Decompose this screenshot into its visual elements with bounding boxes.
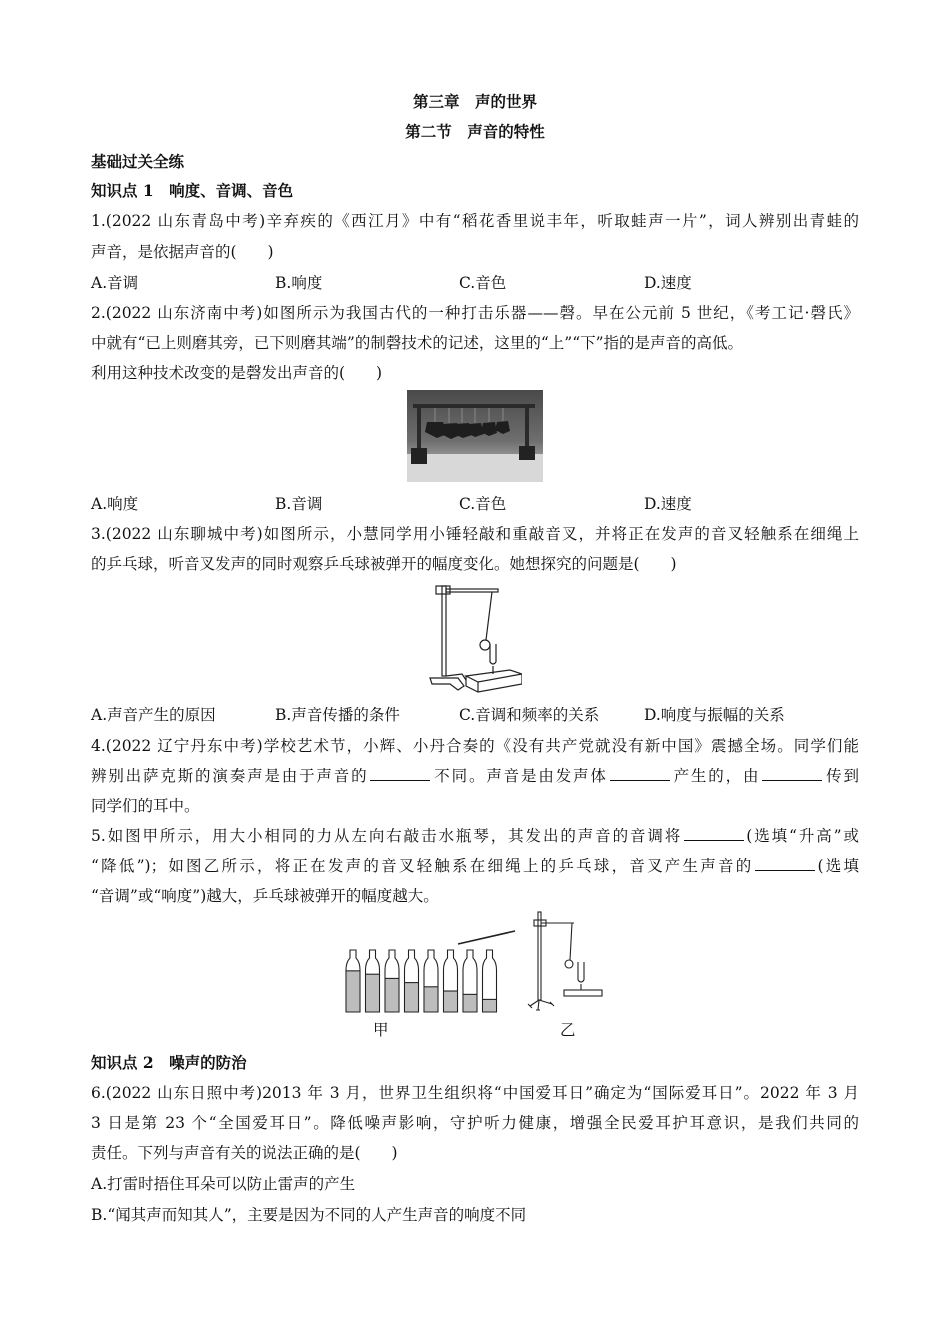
q6-option-a: A.打雷时捂住耳朵可以防止雷声的产生 [91, 1175, 356, 1193]
knowledge-point-2: 知识点 2 噪声的防治 [91, 1053, 247, 1072]
bottle-water-8 [483, 999, 496, 1012]
q5-line1-text-b: (选填“升高”或 [746, 827, 859, 845]
q5-line2-text-a: “降低”)；如图乙所示，将正在发声的音叉轻触系在细绳上的乒乓球，音叉产生声音的 [91, 857, 754, 875]
q3-option-d: D.响度与振幅的关系 [644, 706, 785, 724]
q4-line3: 同学们的耳中。 [91, 797, 200, 815]
q1-option-d: D.速度 [644, 274, 692, 292]
q2-line1: 2.(2022 山东济南中考)如图所示为我国古代的一种打击乐器——磬。早在公元前 5 世纪，《考工记·磬氏》 [91, 304, 859, 322]
q2-option-b: B.音调 [275, 495, 323, 513]
q4-blank-2[interactable] [610, 766, 670, 781]
q2-option-c: C.音色 [459, 495, 507, 513]
q6-line1: 6.(2022 山东日照中考)2013 年 3 月，世界卫生组织将“中国爱耳日”确定为“国际爱耳日”。2022 年 3 月 [91, 1084, 859, 1102]
q5-line1-text-a: 5.如图甲所示，用大小相同的力从左向右敲击水瓶琴，其发出的声音的音调将 [91, 827, 683, 845]
q4-line2-text-b: 不同。声音是由发声体 [432, 767, 608, 785]
q4-blank-1[interactable] [370, 766, 430, 781]
q5-blank-1[interactable] [684, 826, 744, 841]
chapter-title: 第三章 声的世界 [412, 92, 537, 111]
q6-line2: 3 日是第 23 个“全国爱耳日”。降低噪声影响，守护听力健康，增强全民爱耳护耳意识，是我们共同的 [91, 1114, 859, 1132]
chime-stone-photo [407, 390, 543, 482]
bottle-water-4 [405, 983, 418, 1012]
q5-line3: “音调”或“响度”)越大，乒乓球被弹开的幅度越大。 [91, 887, 439, 905]
bottle-water-1 [347, 971, 360, 1012]
q3-line1: 3.(2022 山东聊城中考)如图所示，小慧同学用小锤轻敲和重敲音叉，并将正在发声的音叉轻触系在细绳上 [91, 525, 859, 543]
q1-option-a: A.音调 [91, 274, 139, 292]
bottle-water-7 [464, 994, 477, 1012]
section-title: 第二节 声音的特性 [405, 122, 545, 141]
q3-option-a: A.声音产生的原因 [91, 706, 216, 724]
q3-option-c: C.音调和频率的关系 [459, 706, 600, 724]
q4-line2 [91, 766, 859, 786]
q6-line3: 责任。下列与声音有关的说法正确的是( ) [91, 1144, 398, 1162]
bottle-water-6 [444, 991, 457, 1012]
q6-option-b: B.“闻其声而知其人”，主要是因为不同的人产生声音的响度不同 [91, 1206, 527, 1224]
q4-line2-text-a: 辨别出萨克斯的演奏声是由于声音的 [91, 767, 369, 785]
q1-option-c: C.音色 [459, 274, 507, 292]
q4-line2-text-c: 产生的，由 [671, 767, 761, 785]
tuning-fork-setup-figure [428, 582, 522, 694]
q3-line2: 的乒乓球，听音叉发声的同时观察乒乓球被弹开的幅度变化。她想探究的问题是( ) [91, 555, 677, 573]
q1-option-b: B.响度 [275, 274, 323, 292]
q3-option-b: B.声音传播的条件 [275, 706, 400, 724]
q5-line2-text-b: (选填 [817, 857, 859, 875]
knowledge-point-1: 知识点 1 响度、音调、音色 [91, 181, 294, 200]
figure-yi-caption: 乙 [560, 1021, 576, 1039]
bottle-water-3 [386, 978, 399, 1012]
tuning-fork-stand-figure [524, 910, 608, 1018]
q2-option-d: D.速度 [644, 495, 692, 513]
q1-line1: 1.(2022 山东青岛中考)辛弃疾的《西江月》中有“稻花香里说丰年，听取蛙声一片”，词人辨别出青蛙的 [91, 212, 859, 230]
q4-blank-3[interactable] [762, 766, 822, 781]
q2-option-a: A.响度 [91, 495, 139, 513]
figure-jia-caption: 甲 [373, 1021, 389, 1039]
q2-line3: 利用这种技术改变的是磬发出声音的( ) [91, 364, 383, 382]
q5-blank-2[interactable] [755, 856, 815, 871]
q5-line1 [91, 826, 859, 846]
q1-line2: 声音，是依据声音的( ) [91, 243, 274, 261]
q5-line2 [91, 856, 859, 876]
q4-line1: 4.(2022 辽宁丹东中考)学校艺术节，小辉、小丹合奏的《没有共产党就没有新中国》震撼全场。同学们能 [91, 737, 859, 755]
water-bottles-figure [340, 926, 520, 1016]
bottle-water-5 [425, 987, 438, 1012]
bottle-water-2 [366, 974, 379, 1012]
q4-line2-text-d: 传到 [824, 767, 859, 785]
practice-heading: 基础过关全练 [91, 152, 185, 171]
q2-line2: 中就有“已上则磨其旁，已下则磨其端”的制磬技术的记述，这里的“上”“下”指的是声音的高低。 [91, 334, 744, 352]
